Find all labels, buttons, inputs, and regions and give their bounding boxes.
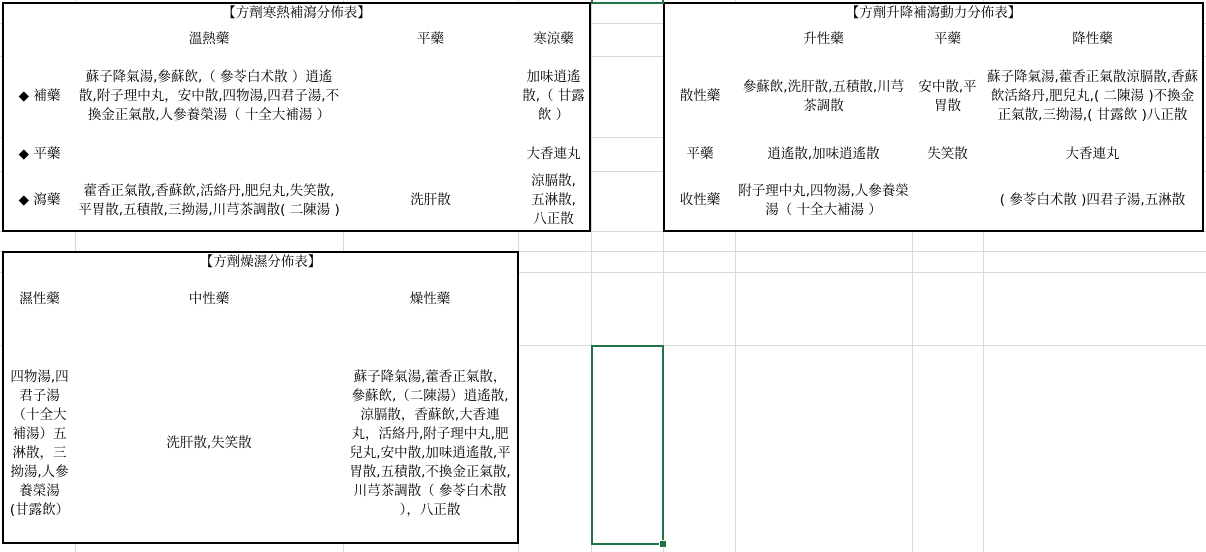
table2-cell[interactable]: 附子理中丸,四物湯,人參養榮湯（ 十全大補湯 ） xyxy=(735,171,913,232)
table2-cell[interactable]: 失笑散 xyxy=(912,137,984,172)
table1-cell[interactable] xyxy=(343,56,519,138)
table1-cell[interactable]: 涼膈散,五淋散,八正散 xyxy=(518,171,591,232)
table3-header-wet[interactable]: 濕性藥 xyxy=(2,272,76,346)
table2-cell[interactable] xyxy=(912,171,984,232)
table2-row-label[interactable]: 收性藥 xyxy=(663,171,736,232)
fill-handle[interactable] xyxy=(659,540,667,548)
table2-cell[interactable]: 蘇子降氣湯,藿香正氣散涼膈散,香蘇飲活絡丹,肥兒丸,( 二陳湯 )不換金正氣散,三拗湯,( 甘露飲 )八正散 xyxy=(983,56,1204,138)
table1-cell[interactable] xyxy=(343,137,519,172)
table2-cell[interactable]: 逍遙散,加味逍遙散 xyxy=(735,137,913,172)
table1-header-cold[interactable]: 寒涼藥 xyxy=(518,23,591,57)
table1-cell[interactable]: 藿香正氣散,香蘇飲,活絡丹,肥兒丸,失笑散,平胃散,五積散,三拗湯,川芎茶調散( 二陳湯 ) xyxy=(75,171,344,232)
table1-header-neutral[interactable]: 平藥 xyxy=(343,23,519,57)
table2-header-up[interactable]: 升性藥 xyxy=(735,23,913,57)
table1-header-warm[interactable]: 溫熱藥 xyxy=(75,23,344,57)
table2-row-label[interactable]: 平藥 xyxy=(663,137,736,172)
table2-header-down[interactable]: 降性藥 xyxy=(983,23,1204,57)
table3-title[interactable]: 【方劑燥濕分佈表】 xyxy=(2,251,519,273)
table2-cell[interactable]: ( 參苓白术散 )四君子湯,五淋散 xyxy=(983,171,1204,232)
table3-header-mid[interactable]: 中性藥 xyxy=(75,272,344,346)
table1-row-label[interactable]: ◆ 補藥 xyxy=(2,56,76,138)
table2-row-label[interactable]: 散性藥 xyxy=(663,56,736,138)
table1-row-label[interactable]: ◆ 瀉藥 xyxy=(2,171,76,232)
table2-header-neutral[interactable]: 平藥 xyxy=(912,23,984,57)
selected-cell[interactable] xyxy=(591,345,664,545)
table3-cell-mid[interactable]: 洗肝散,失笑散 xyxy=(75,345,344,544)
table1-corner-cell[interactable] xyxy=(2,23,76,57)
table2-cell[interactable]: 參蘇飲,洗肝散,五積散,川芎茶調散 xyxy=(735,56,913,138)
table1-cell[interactable]: 加味逍遙散,（ 甘露飲 ） xyxy=(518,56,591,138)
table2-cell[interactable]: 大香連丸 xyxy=(983,137,1204,172)
table2-title[interactable]: 【方劑升降補瀉動力分佈表】 xyxy=(663,2,1204,24)
table2-cell[interactable]: 安中散,平胃散 xyxy=(912,56,984,138)
table1-cell[interactable] xyxy=(75,137,344,172)
table1-cell[interactable]: 大香連丸 xyxy=(518,137,591,172)
table1-cell[interactable]: 蘇子降氣湯,參蘇飲,（ 參苓白术散 ）逍遙散,附子理中丸，安中散,四物湯,四君子湯,不換金正氣散,人參養榮湯（ 十全大補湯 ） xyxy=(75,56,344,138)
table3-cell-dry[interactable]: 蘇子降氣湯,藿香正氣散，參蘇飲,（二陳湯）逍遙散,涼膈散，香蘇飲,大香連丸，活絡丹,附子理中丸,肥兒丸,安中散,加味逍遙散,平胃散,五積散,不換金正氣散,川芎茶調散（ 參苓白术散 ），八正散 xyxy=(343,345,519,544)
table1-row-label[interactable]: ◆ 平藥 xyxy=(2,137,76,172)
selected-cell-top[interactable] xyxy=(591,0,664,4)
table3-header-dry[interactable]: 燥性藥 xyxy=(343,272,519,346)
table3-cell-wet[interactable]: 四物湯,四君子湯（十全大補湯）五淋散，三拗湯,人參養榮湯 (甘露飲） xyxy=(2,345,76,544)
table1-cell[interactable]: 洗肝散 xyxy=(343,171,519,232)
table1-title[interactable]: 【方劑寒熱補瀉分佈表】 xyxy=(2,2,591,24)
table2-corner-cell[interactable] xyxy=(663,23,736,57)
